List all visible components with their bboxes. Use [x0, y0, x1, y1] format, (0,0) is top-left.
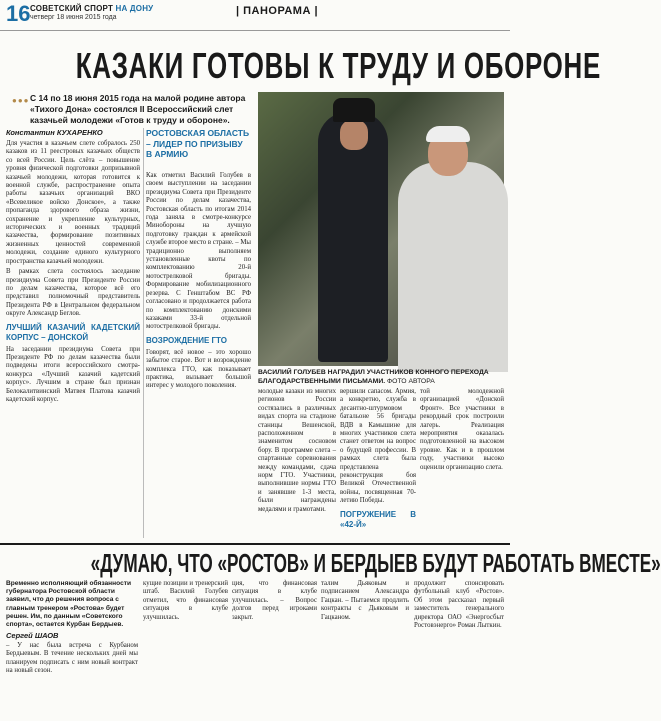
subheading: ПОГРУЖЕНИЕ В «42-Й»	[340, 509, 416, 529]
photo-hat	[333, 98, 375, 122]
paragraph: вершили сапасом. Армия, а конкретно, служба в десантно-штурмовом батальоне 56 бригады ВДВ в Камышине для многих участников слета станет ответом на вопрос о будущей профессии. В рамках слета была представлена реконструкция боя Великой Отечественной войны, посвященная 70-летию Победы.	[340, 388, 416, 505]
issue-date: четверг 18 июня 2015 года	[30, 14, 117, 21]
article1-column-5	[420, 388, 504, 538]
section-title: | ПАНОРАМА |	[236, 5, 319, 17]
subheading: ЛУЧШИЙ КАЗАЧИЙ КАДЕТСКИЙ КОРПУС – ДОНСКОЙ	[6, 322, 140, 342]
author-byline-2: Сергей ШАОВ	[6, 631, 59, 640]
headline-second: «ДУМАЮ, ЧТО «РОСТОВ» И БЕРДЫЕВ БУДУТ РАБОТАТЬ ВМЕСТЕ»	[90, 548, 661, 578]
article1-column-3	[258, 388, 336, 538]
paragraph: Говорят, всё новое – это хорошо забытое старое. Вот и возрождение комплекса ГТО, как показывает практика, вызывает большой интерес у молодого поколения.	[146, 348, 251, 390]
paragraph: талим Дьяковым и подписанием Александра Гацкан. – Пытаемся продлить контракты с Дьяковым и Гацканом.	[321, 580, 409, 621]
paragraph: Как отметил Василий Голубев в своем выступлении на заседании президиума Совета при Президенте России по делам казачества, Ростовская область по итогам 2014 года заняла в смотре-конкурсе Минобороны на лучшую подготовку граждан к армейской службе второе место в стране. – Мы традиционно выполняем установленные квоты по комплектованию 20-й мотострелковой бригады. Формирование мобилизационного резерва. С Генштабом ВС РФ согласовано и продолжается работа по комплектованию донскими казаками 33-й отдельной мотострелковой бригады.	[146, 172, 251, 331]
article2-column-4	[321, 580, 409, 718]
photo-figure-official	[398, 162, 508, 372]
article1-column-1	[6, 140, 140, 538]
paragraph: На заседании президиума Совета при Президенте РФ по делам казачества были подведены итоги всероссийского смотра-конкурса «Лучший казачий кадетский корпус». Лучшим в стране был признан Белокалитвинский Матвея Платова казачий кадетский корпус.	[6, 345, 140, 403]
paragraph: той молодежной организацией «Донской Фронт». Все участники в рекордный срок построили лагерь. Реализация мероприятия оказалась подготовленной на высоком уровне. Как и в прошлом году, участники высоко оценили организацию слета.	[420, 388, 504, 471]
page-number: 16	[6, 1, 31, 26]
article1-column-4	[340, 388, 416, 538]
paragraph: ция, что финансовая ситуация в клубе улучшилась. – Вопрос долгов перед игроками закрыт.	[232, 580, 317, 621]
headline-main: КАЗАКИ ГОТОВЫ К ТРУДУ И ОБОРОНЕ	[75, 45, 601, 86]
paragraph: продолжит спонсировать футбольный клуб «Ростов». Об этом рассказал первый заместитель генерального директора ОАО «Энергосбыт Ростовэнерго» Роман Лыткин.	[414, 580, 504, 630]
lead-dots: ●●●	[12, 96, 30, 105]
paragraph: кущие позиции и тренерский штаб. Василий Голубев отметил, что финансовая ситуация в клубе улучшилась.	[143, 580, 228, 621]
photo-hair	[426, 126, 470, 142]
paper-name: СОВЕТСКИЙ СПОРТ НА ДОНУ	[30, 4, 154, 13]
photo-caption: ВАСИЛИЙ ГОЛУБЕВ НАГРАДИЛ УЧАСТНИКОВ КОННОГО ПЕРЕХОДА БЛАГОДАРСТВЕННЫМИ ПИСЬМАМИ. ФОТО АВТОРА	[258, 369, 489, 385]
paragraph: молодые казаки из многих регионов России состязались в различных видах спорта на стадионе станицы Вешенской, расположенном в знаменитом сосновом бору. В программе слета – спартанные соревнования между командами, сдача норм ГТО. Участники, выполнившие нормы ГТО и занявшие 1-3 места, были награждены медалями и грамотами.	[258, 388, 336, 513]
article2-column-3	[232, 580, 317, 718]
article1-column-2	[146, 172, 251, 538]
paragraph: Для участия в казачьем слете собралось 250 казаков из 11 реестровых казачьих обществ со всей России. Цель слёта – повышение уровня физической подготовки допризывной казачьей молодежи, которая готовится к военной службе, распространение опыта работы казачьих организаций ВКО «Всевеликое войско Донское», а также пропаганда здорового образа жизни, сохранение и укрепление культурных, исторических и военных традиций казачества, формирование позитивных жизненных ценностей современной молодежи, создание единого культурного пространства казачьей молодежи.	[6, 140, 140, 265]
article2-column-2	[143, 580, 228, 718]
author-byline: Константин КУХАРЕНКО	[6, 128, 103, 137]
column-divider	[143, 128, 144, 538]
article2-column-1	[6, 642, 138, 718]
paragraph: В рамках слета состоялось заседание президиума Совета при Президенте России по делам казачества, которое всё его представил полномочный представитель Президента РФ в Центральном федеральном округе Александр Беглов.	[6, 268, 140, 318]
article-photo	[258, 92, 504, 366]
subheading: ВОЗРОЖДЕНИЕ ГТО	[146, 335, 227, 345]
article2-column-5	[414, 580, 504, 718]
article-divider	[0, 543, 510, 545]
header-rule	[0, 30, 510, 31]
paragraph: – У нас была встреча с Курбаном Бердыевым. В течение нескольких дней мы планируем подписать с ним новый контракт на новый сезон.	[6, 642, 138, 675]
photo-face	[340, 120, 368, 150]
lead-paragraph-2: Временно исполняющий обязанности губернатора Ростовской области заявил, что до решения вопроса с главным тренером «Ростова» будет решен. Им, по данным «Советского спорта», остается Курбан Бердыев.	[6, 580, 132, 629]
lead-paragraph: С 14 по 18 июня 2015 года на малой родине автора «Тихого Дона» состоялся II Всероссийский слет казачьей молодежи «Готов к труду и обороне».	[30, 93, 246, 125]
subheading-rostov: РОСТОВСКАЯ ОБЛАСТЬ – ЛИДЕР ПО ПРИЗЫВУ В АРМИЮ	[146, 128, 250, 159]
